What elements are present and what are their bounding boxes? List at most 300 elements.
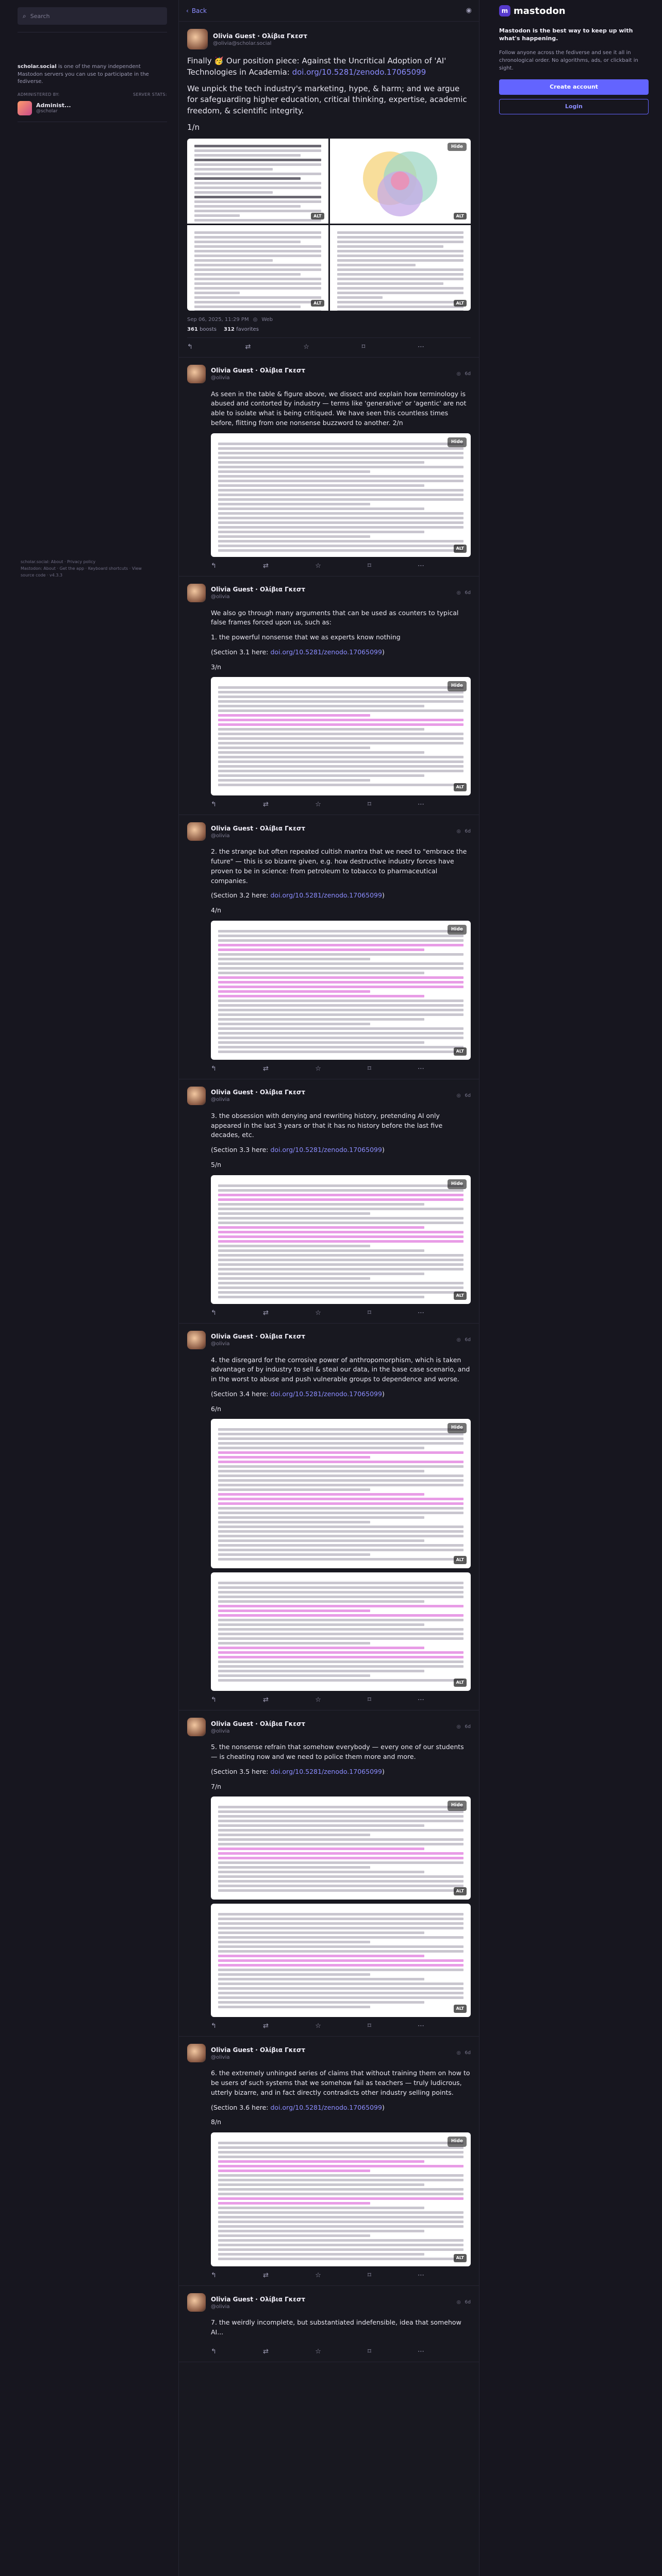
boost-button[interactable]: [263, 1696, 269, 1704]
text-line: [218, 2253, 424, 2256]
boost-button[interactable]: [263, 801, 269, 808]
text-line: [218, 948, 424, 951]
hide-media-button[interactable]: Hide: [448, 143, 467, 151]
media-attachment[interactable]: [211, 921, 471, 1060]
text-line: [218, 1582, 464, 1584]
bookmark-button[interactable]: [368, 2022, 371, 2030]
post-content: [187, 389, 471, 557]
text-line: [218, 1838, 464, 1841]
post-paragraph: [211, 2103, 471, 2113]
doi-link[interactable]: doi.org/10.5281/zenodo.17065099: [270, 1389, 382, 1398]
text-line: [218, 939, 464, 942]
post-text: (Section 3.2 here:: [211, 891, 271, 900]
text-line: [218, 935, 464, 937]
text-line: [218, 1820, 464, 1822]
reply-icon: ↰: [211, 1696, 217, 1704]
text-line: [218, 484, 424, 487]
post-time[interactable]: 6d: [465, 2050, 471, 2056]
text-line: [218, 1670, 424, 1672]
text-line: [218, 742, 464, 744]
text-line: [218, 1586, 464, 1589]
boosts-stat[interactable]: [187, 327, 217, 332]
bookmark-button[interactable]: [368, 801, 371, 808]
post-paragraph: [211, 1742, 471, 1762]
doi-link[interactable]: doi.org/10.5281/zenodo.17065099: [270, 1146, 382, 1154]
text-line: [218, 531, 424, 533]
text-line: [218, 1637, 464, 1640]
globe-icon: ◎: [456, 1093, 461, 1098]
boost-button[interactable]: [245, 343, 251, 351]
bookmark-icon: ⌑: [368, 1064, 371, 1073]
server-name[interactable]: scholar.social: [18, 64, 57, 70]
text-line: [218, 1609, 370, 1612]
alt-badge[interactable]: ALT: [454, 300, 467, 307]
text-line: [218, 2142, 464, 2144]
post-time[interactable]: 6d: [465, 2300, 471, 2305]
post-time[interactable]: 6d: [465, 590, 471, 596]
alt-badge[interactable]: ALT: [454, 213, 467, 219]
post-paragraph: [211, 633, 471, 642]
media-tile-text[interactable]: [187, 225, 328, 311]
media-gallery[interactable]: [187, 139, 471, 311]
text-line: [218, 1852, 464, 1855]
reply-button[interactable]: [211, 1309, 217, 1317]
text-line: [218, 470, 370, 473]
text-line: [218, 466, 464, 468]
star-icon: ☆: [315, 1696, 321, 1704]
display-name[interactable]: Olivia Guest · Ολίβια Γκεστ: [211, 2046, 305, 2054]
text-line: [218, 2001, 424, 2004]
text-line: [218, 503, 370, 505]
post-text: (Section 3.3 here:: [211, 1146, 271, 1154]
text-line: [218, 1941, 370, 1943]
venn-diagram-image: [330, 139, 471, 224]
boost-icon: ⇄: [245, 343, 251, 351]
alt-badge[interactable]: ALT: [454, 1556, 467, 1564]
favorite-button[interactable]: [303, 343, 309, 351]
footer-server-links[interactable]: scholar.social: About · Privacy policy: [21, 560, 96, 564]
post-paragraph: [211, 2069, 471, 2097]
post-text: We also go through many arguments that can be used as counters to typical false frames forced upon us, such as:: [211, 608, 459, 626]
alt-badge[interactable]: ALT: [454, 2254, 467, 2262]
text-line: [218, 1829, 464, 1832]
more-button[interactable]: [418, 562, 424, 570]
boost-button[interactable]: [263, 562, 269, 570]
text-line: [218, 1037, 464, 1039]
text-line: [218, 1866, 370, 1869]
hide-media-button[interactable]: Hide: [448, 1801, 467, 1811]
text-line: [218, 1834, 370, 1836]
reply-post: [179, 358, 479, 577]
text-line: [218, 1032, 464, 1035]
back-button[interactable]: [186, 7, 207, 14]
more-icon: ⋯: [417, 801, 424, 809]
text-line: [218, 1277, 370, 1280]
more-button[interactable]: [418, 1065, 424, 1073]
favorite-button[interactable]: [315, 1309, 321, 1317]
text-line: [218, 1465, 464, 1468]
create-account-button[interactable]: Create account: [499, 79, 649, 95]
alt-badge[interactable]: ALT: [454, 1047, 467, 1056]
bookmark-button[interactable]: [368, 2348, 371, 2355]
text-line: [218, 1249, 424, 1252]
post-content: [187, 847, 471, 1060]
text-line: [218, 1987, 464, 1990]
text-line: [218, 1046, 464, 1048]
text-line: [218, 1286, 464, 1289]
signup-heading: Mastodon is the best way to keep up with what's happening.: [499, 27, 633, 42]
name-block: [211, 1333, 452, 1347]
post-time[interactable]: 6d: [465, 829, 471, 835]
media-grid: [187, 139, 471, 311]
reply-button[interactable]: [211, 801, 217, 808]
bookmark-icon: ⌑: [368, 2022, 371, 2030]
text-line: [218, 1259, 464, 1261]
hide-media-button[interactable]: Hide: [448, 2137, 467, 2147]
thread-counter: 8/n: [211, 2118, 222, 2126]
avatar[interactable]: [187, 1331, 206, 1349]
post-paragraph: [211, 1111, 471, 1140]
display-name[interactable]: Olivia Guest · Ολίβια Γκεστ: [211, 367, 305, 374]
text-line: [218, 1969, 464, 1971]
post-meta: [457, 590, 471, 596]
reply-button[interactable]: [211, 2272, 217, 2279]
bookmark-icon: ⌑: [361, 343, 366, 351]
media-attachment[interactable]: [211, 1419, 471, 1568]
paren-close: ): [382, 2103, 385, 2111]
post-text: 3. the obsession with denying and rewriting history, pretending AI only appeared in the last 3 years or that it has no history before the last five decades, etc.: [211, 1111, 443, 1139]
text-line: [218, 2165, 464, 2167]
alt-badge[interactable]: ALT: [454, 1292, 467, 1300]
boost-icon: ⇄: [263, 2022, 269, 2030]
text-line: [218, 1530, 464, 1533]
boost-button[interactable]: [263, 1065, 269, 1073]
login-button[interactable]: Login: [499, 99, 649, 114]
bookmark-icon: ⌑: [368, 2272, 371, 2279]
avatar[interactable]: [187, 584, 206, 602]
hide-media-button[interactable]: Hide: [448, 1179, 467, 1190]
reply-post: [179, 577, 479, 816]
text-line: [218, 2193, 464, 2195]
thread-counter: 1/n: [187, 122, 200, 132]
text-line: [218, 1512, 464, 1514]
boost-icon: ⇄: [263, 1064, 269, 1073]
text-line: [218, 1539, 424, 1542]
post-time[interactable]: 6d: [465, 371, 471, 377]
media-attachment[interactable]: [211, 1797, 471, 1900]
display-name[interactable]: Olivia Guest · Ολίβια Γκεστ: [213, 32, 307, 40]
text-line: [218, 700, 464, 703]
post-actions: [187, 2017, 429, 2030]
more-button[interactable]: [418, 2272, 424, 2279]
paren-close: ): [382, 891, 385, 900]
document-excerpt-image: [211, 921, 471, 1060]
display-name[interactable]: Olivia Guest · Ολίβια Γκεστ: [211, 1089, 305, 1096]
avatar[interactable]: [187, 29, 208, 49]
doi-link[interactable]: doi.org/10.5281/zenodo.17065099: [270, 1767, 382, 1775]
more-button[interactable]: [418, 1309, 424, 1317]
text-line: [218, 1889, 464, 1892]
alt-badge[interactable]: ALT: [454, 783, 467, 791]
reply-button[interactable]: [211, 2022, 217, 2030]
eye-icon[interactable]: ◉: [466, 7, 472, 14]
bookmark-button[interactable]: [368, 1309, 371, 1317]
footer-mastodon-links[interactable]: Mastodon: About · Get the app · Keyboard shortcuts · View source code · v4.3.3: [21, 566, 142, 578]
favorite-button[interactable]: [315, 2022, 321, 2030]
text-line: [218, 1544, 464, 1547]
text-line: [218, 2258, 464, 2260]
more-button[interactable]: [418, 343, 424, 351]
media-tile-table[interactable]: [187, 139, 328, 224]
doi-link[interactable]: doi.org/10.5281/zenodo.17065099: [270, 2103, 382, 2111]
timestamp-text[interactable]: Sep 06, 2025, 11:29 PM: [187, 316, 249, 323]
visibility-text: Web: [261, 316, 273, 323]
mastodon-logo[interactable]: [499, 5, 566, 16]
thread-replies: [179, 358, 479, 2362]
alt-badge[interactable]: ALT: [311, 300, 324, 307]
text-line: [218, 2156, 464, 2158]
text-line: [218, 549, 464, 552]
text-line: [218, 1553, 370, 1556]
favorites-stat[interactable]: [224, 327, 259, 332]
post-header: [187, 584, 471, 602]
admin-name[interactable]: Administ...: [36, 102, 71, 109]
text-line: [218, 2174, 464, 2177]
post-header: [187, 822, 471, 841]
text-line: [218, 1861, 464, 1864]
search-input[interactable]: [18, 7, 167, 25]
text-line: [218, 447, 464, 450]
bookmark-icon: ⌑: [368, 801, 371, 809]
hide-media-button[interactable]: Hide: [448, 681, 467, 691]
more-button[interactable]: [418, 1696, 424, 1704]
text-line: [218, 1502, 464, 1505]
bookmark-button[interactable]: [368, 1696, 371, 1704]
avatar[interactable]: [187, 822, 206, 841]
favorite-button[interactable]: [315, 2348, 321, 2355]
avatar[interactable]: [187, 365, 206, 383]
hide-media-button[interactable]: Hide: [448, 925, 467, 935]
text-line: [218, 452, 464, 454]
favorite-button[interactable]: [315, 1065, 321, 1073]
name-block: [211, 1089, 452, 1103]
alt-badge[interactable]: ALT: [454, 2005, 467, 2013]
display-name[interactable]: Olivia Guest · Ολίβια Γκεστ: [211, 2295, 305, 2303]
text-line: [218, 972, 424, 974]
post-header: [187, 1087, 471, 1105]
document-excerpt-image: [211, 1572, 471, 1691]
post-time[interactable]: 6d: [465, 1093, 471, 1098]
bookmark-button[interactable]: [368, 1065, 371, 1073]
admin-account[interactable]: [18, 101, 167, 115]
text-line: [218, 1973, 370, 1976]
reply-button[interactable]: [187, 343, 193, 351]
text-line: [218, 1479, 464, 1482]
doi-link[interactable]: doi.org/10.5281/zenodo.17065099: [270, 648, 382, 656]
text-line: [218, 2151, 464, 2154]
paren-close: ): [382, 1389, 385, 1398]
media-attachment[interactable]: [211, 433, 471, 557]
server-info: [18, 32, 167, 122]
thread-counter: 7/n: [211, 1782, 222, 1790]
text-line: [218, 1824, 424, 1827]
alt-badge[interactable]: ALT: [311, 213, 324, 219]
text-line: [218, 1674, 370, 1677]
text-line: [218, 507, 424, 510]
avatar[interactable]: [187, 1087, 206, 1105]
text-line: [218, 1982, 464, 1985]
text-line: [218, 1189, 464, 1192]
text-line: [218, 1931, 424, 1934]
text-line: [218, 2230, 424, 2232]
text-line: [218, 2179, 464, 2181]
globe-icon: ◎: [456, 590, 461, 596]
boost-icon: ⇄: [263, 562, 269, 570]
boost-icon: ⇄: [263, 1309, 269, 1317]
media-attachment[interactable]: [211, 1175, 471, 1304]
doi-link[interactable]: doi.org/10.5281/zenodo.17065099: [292, 67, 426, 77]
boost-button[interactable]: [263, 2272, 269, 2279]
text-line: [218, 723, 464, 726]
alt-badge[interactable]: ALT: [454, 545, 467, 553]
boost-button[interactable]: [263, 1309, 269, 1317]
post-text: 4. the disregard for the corrosive power of anthropomorphism, which is taken advantage of by industry to sell & steal our data, in the base case scenario, and in the worst to abuse and push vulnerable groups to dependence and worse.: [211, 1355, 470, 1383]
post-actions: [187, 1691, 429, 1704]
left-sidebar: [18, 7, 167, 122]
media-attachment[interactable]: [211, 1572, 471, 1691]
bookmark-button[interactable]: [368, 2272, 371, 2279]
post-header: [187, 1718, 471, 1736]
text-line: [218, 1291, 464, 1294]
favorite-button[interactable]: [315, 562, 321, 570]
favorites-label: favorites: [236, 326, 259, 332]
display-name[interactable]: Olivia Guest · Ολίβια Γκεστ: [211, 824, 305, 832]
text-line: [218, 1880, 464, 1883]
bookmark-button[interactable]: [368, 562, 371, 570]
post-text: As seen in the table & figure above, we dissect and explain how terminology is abused and contorted by industry — terms like 'generative' or 'agentic' are not able to isolate what is being critiqued. We have seen this countless times before, flitting from one nonsense buzzword to another. 2/n: [211, 389, 467, 427]
text-line: [218, 2216, 464, 2218]
favorite-button[interactable]: [315, 1696, 321, 1704]
alt-badge[interactable]: ALT: [454, 1679, 467, 1687]
post-text: (Section 3.4 here:: [211, 1389, 271, 1398]
text-line: [218, 1208, 464, 1210]
text-line: [218, 2211, 464, 2214]
text-line: [218, 995, 424, 997]
text-line: [218, 1885, 464, 1887]
favorite-button[interactable]: [315, 2272, 321, 2279]
bookmark-button[interactable]: [362, 343, 366, 351]
media-tile-text[interactable]: [330, 225, 471, 311]
text-line: [218, 1843, 464, 1845]
text-line: [218, 2248, 464, 2251]
text-line: [218, 737, 464, 740]
globe-icon: ◎: [456, 2300, 461, 2305]
text-line: [218, 1600, 424, 1603]
reply-button[interactable]: [211, 2348, 217, 2355]
display-name[interactable]: Olivia Guest · Ολίβια Γκεστ: [211, 1333, 305, 1340]
reply-button[interactable]: [211, 1696, 217, 1704]
reply-post: [179, 1710, 479, 2037]
name-block: [211, 586, 452, 600]
text-line: [218, 728, 424, 731]
hide-media-button[interactable]: Hide: [448, 437, 467, 448]
reply-post: [179, 1079, 479, 1324]
text-line: [218, 1009, 464, 1011]
star-icon: ☆: [315, 1309, 321, 1317]
media-tile-figure[interactable]: [330, 139, 471, 224]
post-time[interactable]: 6d: [465, 1724, 471, 1730]
alt-badge[interactable]: ALT: [454, 1887, 467, 1895]
text-line: [218, 1203, 424, 1206]
hide-media-button[interactable]: Hide: [448, 1423, 467, 1433]
text-line: [218, 1964, 464, 1967]
text-line: [218, 958, 370, 960]
post-header: [187, 29, 471, 49]
boosts-label: boosts: [200, 326, 217, 332]
media-attachment[interactable]: [211, 1904, 471, 2017]
doi-link[interactable]: doi.org/10.5281/zenodo.17065099: [270, 891, 382, 900]
more-button[interactable]: [418, 801, 424, 808]
boost-button[interactable]: [263, 2348, 269, 2355]
reply-icon: ↰: [211, 1309, 217, 1317]
text-line: [218, 747, 370, 749]
more-icon: ⋯: [417, 343, 424, 351]
avatar[interactable]: [187, 2044, 206, 2062]
post-meta: [457, 2050, 471, 2056]
text-line: [218, 1927, 464, 1929]
text-line: [218, 1656, 464, 1658]
account-handle: @olivia: [211, 1341, 230, 1347]
reply-button[interactable]: [211, 1065, 217, 1073]
post-paragraph: [211, 648, 471, 657]
admin-avatar[interactable]: [18, 101, 32, 115]
post-time[interactable]: 6d: [465, 1337, 471, 1343]
display-name[interactable]: Olivia Guest · Ολίβια Γκεστ: [211, 1720, 305, 1727]
text-line: [218, 1950, 464, 1953]
text-line: [218, 1004, 464, 1007]
post-text: 1. the powerful nonsense that we as experts know nothing: [211, 633, 401, 641]
reply-post: [179, 1324, 479, 1711]
reply-post: [179, 2286, 479, 2362]
text-line: [218, 2160, 424, 2163]
favorite-button[interactable]: [315, 801, 321, 808]
media-attachment[interactable]: [211, 677, 471, 795]
text-line: [218, 526, 464, 529]
avatar[interactable]: [187, 2293, 206, 2312]
post-actions: [187, 1060, 429, 1073]
text-line: [218, 765, 464, 768]
more-button[interactable]: [418, 2348, 424, 2355]
media-attachment[interactable]: [211, 2132, 471, 2266]
main-column: [178, 0, 479, 2576]
avatar[interactable]: [187, 1718, 206, 1736]
post-content: [187, 1111, 471, 1304]
text-line: [218, 1996, 464, 1999]
display-name[interactable]: Olivia Guest · Ολίβια Γκεστ: [211, 586, 305, 593]
text-line: [218, 686, 464, 689]
post-paragraph: [211, 2318, 471, 2337]
text-line: [218, 1493, 424, 1496]
boost-button[interactable]: [263, 2022, 269, 2030]
server-description-text: is one of the many independent Mastodon servers you can use to participate in the fediverse.: [18, 64, 149, 84]
text-line: [218, 1217, 464, 1219]
more-icon: ⋯: [417, 2347, 424, 2355]
account-handle: @olivia: [211, 1728, 230, 1734]
reply-button[interactable]: [211, 562, 217, 570]
more-button[interactable]: [418, 2022, 424, 2030]
post-paragraph: [211, 1145, 471, 1155]
text-line: [218, 1633, 464, 1635]
